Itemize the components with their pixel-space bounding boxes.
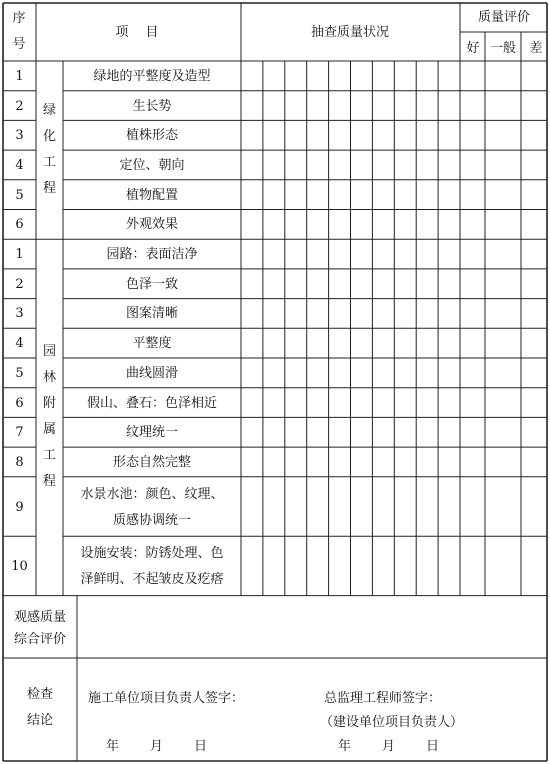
good-check-cell[interactable] — [460, 447, 485, 477]
poor-check-cell[interactable] — [521, 120, 547, 150]
average-check-cell[interactable] — [485, 417, 521, 447]
row-number: 2 — [15, 276, 24, 292]
contractor-date: 年 月 日 — [106, 739, 217, 754]
poor-check-cell[interactable] — [521, 328, 547, 358]
overall-label-1: 观感质量 — [13, 610, 67, 625]
poor-check-cell[interactable] — [521, 61, 547, 91]
good-check-cell[interactable] — [460, 299, 485, 329]
item-label: 绿地的平整度及造型 — [93, 68, 211, 84]
average-check-cell[interactable] — [485, 388, 521, 418]
item-label: 外观效果 — [125, 217, 179, 233]
header-evaluation-label: 质量评价 — [477, 10, 531, 25]
owner-representative-note: （建设单位项目负责人） — [320, 715, 464, 730]
row-number: 3 — [15, 306, 24, 322]
header-item-label: 项 目 — [115, 25, 161, 40]
section-name-char: 程 — [42, 474, 57, 490]
row-number: 8 — [15, 454, 24, 470]
header-seq-label-1: 序 — [12, 11, 26, 26]
average-check-cell[interactable] — [485, 447, 521, 477]
good-check-cell[interactable] — [460, 239, 485, 269]
average-check-cell[interactable] — [485, 299, 521, 329]
supervisor-date: 年 月 日 — [338, 739, 449, 754]
header-seq-label-2: 号 — [12, 37, 26, 52]
good-check-cell[interactable] — [460, 150, 485, 180]
section-name-char: 程 — [42, 181, 57, 197]
row-number: 10 — [11, 558, 28, 574]
average-check-cell[interactable] — [485, 358, 521, 388]
poor-check-cell[interactable] — [521, 477, 547, 536]
item-label: 植株形态 — [125, 128, 179, 144]
item-label: 图案清晰 — [125, 306, 179, 322]
item-label: 形态自然完整 — [112, 454, 192, 470]
average-check-cell[interactable] — [485, 210, 521, 240]
row-number: 5 — [15, 187, 24, 203]
average-check-cell[interactable] — [485, 180, 521, 210]
row-number: 1 — [15, 247, 24, 263]
poor-check-cell[interactable] — [521, 299, 547, 329]
item-label: 设施安装：防锈处理、色 — [80, 546, 224, 562]
good-check-cell[interactable] — [460, 210, 485, 240]
good-check-cell[interactable] — [460, 180, 485, 210]
header-poor-label: 差 — [529, 41, 543, 56]
average-check-cell[interactable] — [485, 269, 521, 299]
poor-check-cell[interactable] — [521, 91, 547, 121]
good-check-cell[interactable] — [460, 120, 485, 150]
poor-check-cell[interactable] — [521, 388, 547, 418]
row-number: 9 — [15, 499, 24, 515]
good-check-cell[interactable] — [460, 91, 485, 121]
good-check-cell[interactable] — [460, 536, 485, 595]
row-number: 1 — [15, 68, 24, 84]
poor-check-cell[interactable] — [521, 180, 547, 210]
good-check-cell[interactable] — [460, 328, 485, 358]
header-good-label: 好 — [466, 41, 480, 56]
row-number: 4 — [15, 336, 24, 352]
item-label: 平整度 — [132, 336, 172, 352]
item-label: 植物配置 — [125, 187, 179, 203]
contractor-signature-label: 施工单位项目负责人签字： — [88, 691, 245, 706]
item-label: 生长势 — [132, 98, 172, 114]
header-average-label: 一般 — [489, 41, 517, 56]
average-check-cell[interactable] — [485, 150, 521, 180]
supervisor-signature-field[interactable] — [320, 734, 520, 760]
poor-check-cell[interactable] — [521, 417, 547, 447]
item-label: 假山、叠石：色泽相近 — [86, 395, 218, 411]
conclusion-label-1: 检查 — [26, 687, 54, 702]
poor-check-cell[interactable] — [521, 210, 547, 240]
item-label: 水景水池：颜色、纹理、 — [80, 486, 224, 502]
poor-check-cell[interactable] — [521, 536, 547, 595]
row-number: 2 — [15, 98, 24, 114]
item-label: 泽鲜明、不起皱皮及疙瘩 — [80, 572, 224, 588]
item-label: 曲线圆滑 — [125, 365, 179, 381]
item-label: 质感协调统一 — [112, 512, 192, 528]
average-check-cell[interactable] — [485, 61, 521, 91]
item-label: 色泽一致 — [125, 276, 179, 292]
row-number: 5 — [15, 365, 24, 381]
poor-check-cell[interactable] — [521, 447, 547, 477]
average-check-cell[interactable] — [485, 477, 521, 536]
good-check-cell[interactable] — [460, 477, 485, 536]
supervisor-signature-label: 总监理工程师签字： — [324, 691, 442, 706]
section-name-char: 工 — [42, 155, 57, 171]
poor-check-cell[interactable] — [521, 239, 547, 269]
good-check-cell[interactable] — [460, 269, 485, 299]
poor-check-cell[interactable] — [521, 150, 547, 180]
item-label: 园路：表面洁净 — [106, 247, 198, 263]
section-name-char: 园 — [42, 344, 57, 360]
row-number: 6 — [15, 217, 24, 233]
header-inspection-label: 抽查质量状况 — [310, 25, 390, 40]
poor-check-cell[interactable] — [521, 269, 547, 299]
row-number: 4 — [15, 157, 24, 173]
section-name-char: 化 — [42, 129, 57, 145]
poor-check-cell[interactable] — [521, 358, 547, 388]
section-name-char: 绿 — [42, 103, 57, 119]
good-check-cell[interactable] — [460, 417, 485, 447]
average-check-cell[interactable] — [485, 91, 521, 121]
conclusion-label-2: 结论 — [26, 713, 54, 728]
section-name-char: 附 — [42, 396, 57, 412]
average-check-cell[interactable] — [485, 536, 521, 595]
average-check-cell[interactable] — [485, 239, 521, 269]
overall-evaluation-field[interactable] — [77, 598, 547, 658]
item-label: 纹理统一 — [125, 425, 179, 441]
section-name-char: 属 — [42, 422, 57, 438]
item-label: 定位、朝向 — [119, 157, 185, 173]
contractor-signature-field[interactable] — [88, 708, 288, 736]
row-number: 6 — [15, 395, 24, 411]
average-check-cell[interactable] — [485, 328, 521, 358]
overall-label-2: 综合评价 — [13, 632, 67, 647]
average-check-cell[interactable] — [485, 120, 521, 150]
section-name-char: 工 — [42, 448, 57, 464]
row-number: 7 — [15, 425, 24, 441]
good-check-cell[interactable] — [460, 358, 485, 388]
row-number: 3 — [15, 128, 24, 144]
good-check-cell[interactable] — [460, 61, 485, 91]
good-check-cell[interactable] — [460, 388, 485, 418]
section-name-char: 林 — [42, 370, 57, 386]
